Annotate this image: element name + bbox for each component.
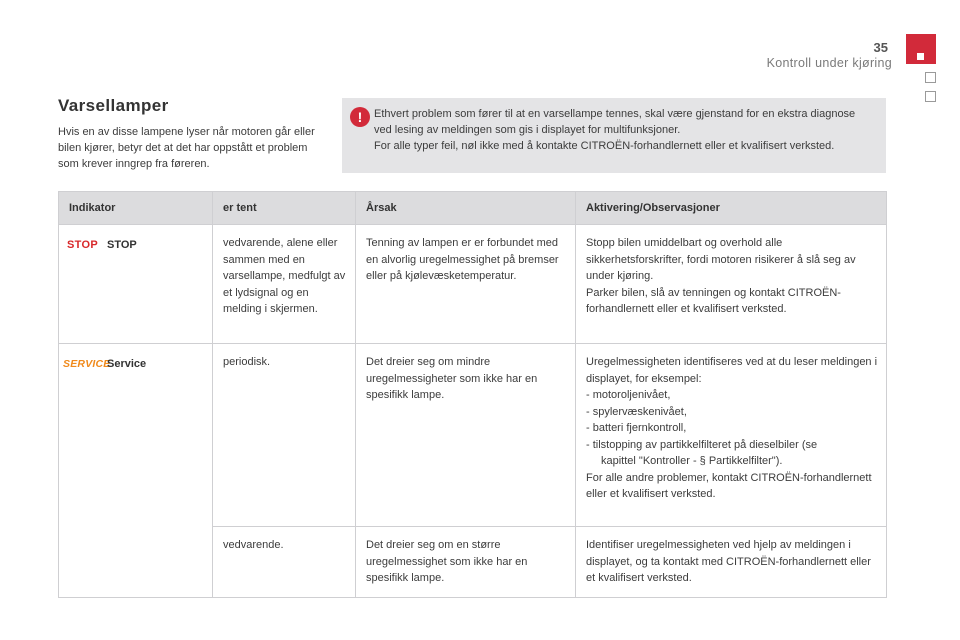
lit-cell: vedvarende, alene eller sammen med en varsellampe, medfulgt av et lydsignal og en melding i skjermen. bbox=[213, 225, 356, 344]
tab-marker bbox=[917, 53, 924, 60]
list-item-continuation: kapittel "Kontroller - § Partikkelfilter"). bbox=[601, 455, 783, 467]
indicator-table bbox=[58, 191, 887, 598]
header-cause: Årsak bbox=[356, 192, 576, 225]
action-text: For alle andre problemer, kontakt CITROËN-forhandlernett eller et kvalifisert verksted. bbox=[586, 471, 872, 500]
indicator-cell bbox=[59, 225, 213, 344]
list-item: - motoroljenivået, bbox=[586, 389, 671, 401]
nav-square-1 bbox=[925, 72, 936, 83]
nav-square-2 bbox=[925, 91, 936, 102]
list-item: - batteri fjernkontroll, bbox=[586, 422, 687, 434]
warning-text bbox=[374, 106, 874, 154]
service-lamp-icon: SERVICE bbox=[63, 358, 111, 370]
table-row bbox=[59, 225, 887, 344]
action-cell bbox=[576, 225, 887, 344]
warning-line-1: Ethvert problem som fører til at en varsellampe tennes, skal være gjenstand for en ekstra diagnose ved lesing av meldingen som gis i displayet for multifunksjoner. bbox=[374, 108, 856, 136]
intro-text: Hvis en av disse lampene lyser når motoren går eller bilen kjører, betyr det at det har oppstått et problem som krever inngrep fra føreren. bbox=[58, 126, 315, 170]
action-text: Stopp bilen umiddelbart og overhold alle sikkerhetsforskrifter, fordi motoren risikerer å slå seg av under kjøring. bbox=[586, 237, 856, 282]
stop-lamp-icon: STOP bbox=[67, 239, 98, 251]
list-item: - spylervæskenivået, bbox=[586, 405, 687, 418]
page-heading: Varsellamper bbox=[58, 96, 169, 115]
section-tab bbox=[906, 34, 936, 64]
warning-line-2: For alle typer feil, nøl ikke med å kontakte CITROËN-forhandlernett eller et kvalifisert verksted. bbox=[374, 140, 835, 152]
action-cell bbox=[576, 344, 887, 527]
section-title: Kontroll under kjøring bbox=[766, 56, 892, 70]
cause-cell: Det dreier seg om mindre uregelmessigheter som ikke har en spesifikk lampe. bbox=[356, 344, 576, 527]
lamp-name: STOP bbox=[107, 239, 137, 251]
page-number: 35 bbox=[873, 40, 888, 55]
lit-cell: vedvarende. bbox=[213, 527, 356, 598]
action-text: Parker bilen, slå av tenningen og kontakt CITROËN-forhandlernett eller et kvalifisert verksted. bbox=[586, 286, 841, 315]
table-header-row bbox=[59, 192, 887, 225]
cause-cell: Det dreier seg om en større uregelmessighet som ikke har en spesifikk lampe. bbox=[356, 527, 576, 598]
action-text: Uregelmessigheten identifiseres ved at du leser meldingen i displayet, for eksempel: bbox=[586, 356, 878, 385]
list-item: - tilstopping av partikkelfilteret på dieselbiler (se bbox=[586, 438, 818, 451]
table-row bbox=[59, 344, 887, 527]
header-indicator: Indikator bbox=[59, 192, 213, 225]
exclamation-icon: ! bbox=[350, 107, 370, 127]
header-action: Aktivering/Observasjoner bbox=[576, 192, 887, 225]
action-cell: Identifiser uregelmessigheten ved hjelp av meldingen i displayet, og ta kontakt med CITROËN-forhandlernett eller et kvalifisert verksted. bbox=[576, 527, 887, 598]
cause-cell: Tenning av lampen er er forbundet med en alvorlig uregelmessighet på bremser eller på kjølevæsketemperatur. bbox=[356, 225, 576, 344]
lamp-name: Service bbox=[107, 358, 147, 370]
header-lit: er tent bbox=[213, 192, 356, 225]
indicator-cell bbox=[59, 344, 213, 598]
lit-cell: periodisk. bbox=[213, 344, 356, 527]
warning-box bbox=[342, 98, 886, 173]
